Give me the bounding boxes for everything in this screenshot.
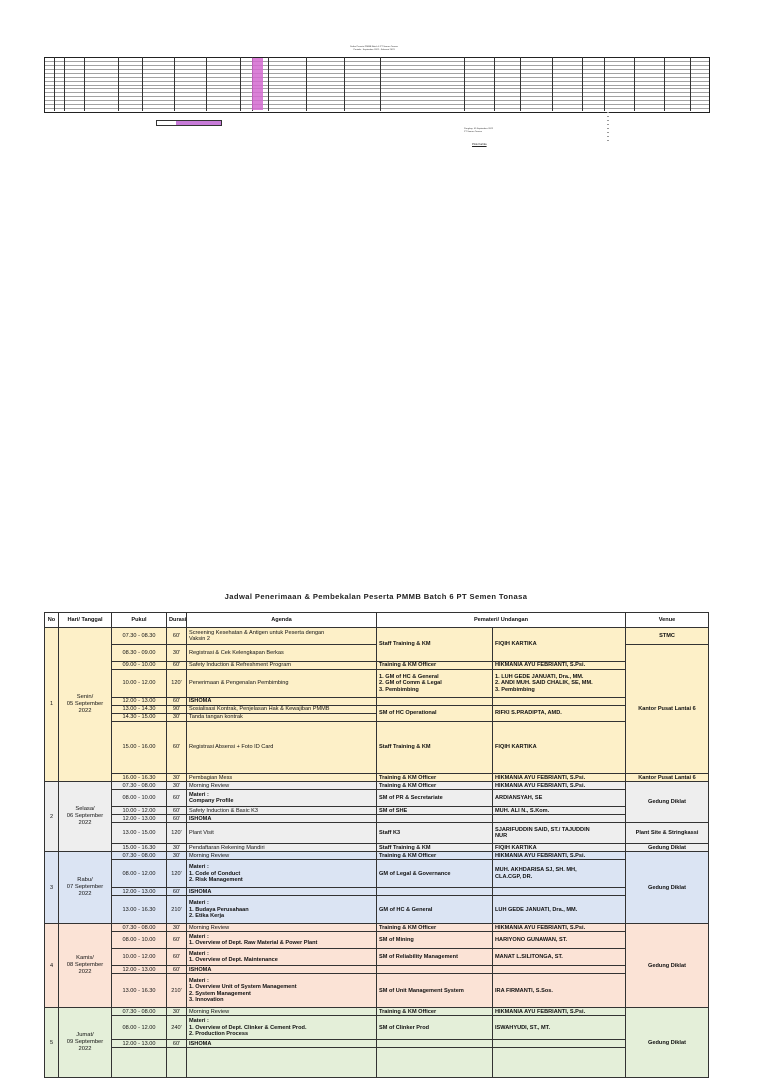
agenda-cell: Morning Review	[187, 782, 377, 790]
speaker-name-cell: FIQIH KARTIKA	[493, 628, 626, 662]
speaker-name-line: SJARIFUDDIN SAID, ST./ TAJUDDIN	[495, 826, 590, 833]
agenda-line: Materi :	[189, 900, 209, 907]
speaker-name-cell: ARDIANSYAH, SE	[493, 790, 626, 807]
duration-cell: 90'	[167, 706, 187, 714]
speaker-role-cell: Training & KM Officer	[377, 774, 493, 782]
speaker-role-cell	[377, 966, 493, 974]
day-number: 4	[45, 924, 59, 1008]
header-time: Pukul	[112, 613, 167, 628]
thumbnail-highlight-column	[252, 58, 263, 110]
time-cell: 07.30 - 08.00	[112, 1008, 167, 1016]
day-date-line: 06 September	[66, 813, 104, 820]
thumbnail-dotted-line	[607, 112, 609, 142]
speaker-role-line: 1. GM of HC & General	[379, 673, 439, 680]
speaker-role-cell: GM of Legal & Governance	[377, 860, 493, 888]
thumbnail-col-line	[54, 57, 55, 111]
agenda-cell: Morning Review	[187, 1008, 377, 1016]
duration-cell: 60'	[167, 698, 187, 706]
agenda-line: 3. Innovation	[189, 997, 224, 1004]
speaker-role-cell	[377, 670, 493, 698]
agenda-line: Materi :	[189, 1018, 209, 1025]
duration-cell: 30'	[167, 844, 187, 852]
thumbnail-col-line	[268, 57, 269, 111]
duration-cell: 120'	[167, 860, 187, 888]
duration-cell: 30'	[167, 924, 187, 932]
thumbnail-col-line	[634, 57, 635, 111]
speaker-role-cell: SM of PR & Secretariate	[377, 790, 493, 807]
header-day: Hari/ Tanggal	[59, 613, 112, 628]
duration-cell: 210'	[167, 974, 187, 1008]
speaker-role-cell: Staff Training & KM	[377, 844, 493, 852]
time-cell: 10.00 - 12.00	[112, 670, 167, 698]
agenda-line: 2. Etika Kerja	[189, 912, 225, 919]
time-cell: 12.00 - 13.00	[112, 888, 167, 896]
table-row	[45, 807, 709, 815]
table-row	[45, 852, 709, 860]
time-cell	[112, 1048, 167, 1078]
day-date-line: 05 September	[66, 701, 104, 708]
thumbnail-col-line	[552, 57, 553, 111]
speaker-name-cell: MANAT L.SILITONGA, ST.	[493, 949, 626, 966]
speaker-role-cell	[377, 1048, 493, 1078]
time-cell: 10.00 - 12.00	[112, 807, 167, 815]
speaker-role-cell: SM of Clinker Prod	[377, 1016, 493, 1040]
agenda-cell: Registrasi & Cek Kelengkapan Berkas	[187, 645, 377, 662]
schedule-title: Jadwal Penerimaan & Pembekalan Peserta PMMB Batch 6 PT Semen Tonasa	[224, 592, 528, 601]
day-date-line: Jumat/	[76, 1032, 94, 1039]
speaker-name-line: 3. Pembimbing	[495, 686, 535, 693]
time-cell: 13.00 - 16.30	[112, 974, 167, 1008]
venue-cell: Gedung Diklat	[626, 924, 709, 1008]
day-date-line: 09 September	[66, 1039, 104, 1046]
speaker-role-cell: SM of Mining	[377, 932, 493, 949]
agenda-cell: ISHOMA	[187, 698, 377, 706]
speaker-name-cell: MUH. ALI N., S.Kom.	[493, 807, 626, 815]
table-row	[45, 782, 709, 790]
speaker-name-cell: ISWAHYUDI, ST., MT.	[493, 1016, 626, 1040]
time-cell: 07.30 - 08.00	[112, 924, 167, 932]
day-date-line: 2022	[78, 969, 92, 976]
table-row	[45, 888, 709, 896]
speaker-role-cell: Staff Training & KM	[377, 722, 493, 774]
thumbnail-col-line	[142, 57, 143, 111]
table-row	[45, 706, 709, 714]
duration-cell: 60'	[167, 662, 187, 670]
table-row	[45, 774, 709, 782]
speaker-name-cell: HARIYONO GUNAWAN, ST.	[493, 932, 626, 949]
table-row	[45, 860, 709, 888]
table-row	[45, 844, 709, 852]
thumbnail-col-line	[582, 57, 583, 111]
time-cell: 07.30 - 08.00	[112, 782, 167, 790]
duration-cell: 60'	[167, 966, 187, 974]
agenda-cell	[187, 974, 377, 1008]
agenda-line: Materi :	[189, 864, 209, 871]
speaker-name-cell	[493, 1048, 626, 1078]
agenda-line: Screening Kesehatan & Antigen untuk Peserta dengan	[189, 629, 325, 636]
thumbnail-col-line	[494, 57, 495, 111]
duration-cell: 60'	[167, 628, 187, 645]
agenda-cell: ISHOMA	[187, 1040, 377, 1048]
thumbnail-note-line1: Pangkep, 05 September 2022	[464, 128, 494, 130]
speaker-name-line: MUH. AKHDARISA SJ, SH. MH,	[495, 867, 577, 874]
thumbnail-col-line	[664, 57, 665, 111]
day-date	[59, 852, 112, 924]
table-row	[45, 722, 709, 774]
speaker-role-cell: SM of SHE	[377, 807, 493, 815]
duration-cell: 60'	[167, 932, 187, 949]
time-cell: 12.00 - 13.00	[112, 815, 167, 823]
agenda-line: Vaksin 2	[189, 636, 211, 642]
speaker-name-cell: HIKMANIA AYU FEBRIANTI, S.Psi.	[493, 1008, 626, 1016]
agenda-line: 1. Overview of Dept. Maintenance	[189, 957, 278, 964]
speaker-name-cell: HIKMANIA AYU FEBRIANTI, S.Psi.	[493, 782, 626, 790]
speaker-role-cell: Training & KM Officer	[377, 924, 493, 932]
day-date-line: 07 September	[66, 884, 104, 891]
thumbnail-col-line	[84, 57, 85, 111]
thumbnail-col-line	[64, 57, 65, 111]
agenda-cell: Sosialisasi Kontrak, Penjelasan Hak & Kewajiban PMMB	[187, 706, 377, 714]
agenda-cell: Plant Visit	[187, 823, 377, 844]
agenda-cell: ISHOMA	[187, 966, 377, 974]
speaker-role-cell: Training & KM Officer	[377, 782, 493, 790]
speaker-role-cell	[377, 698, 493, 706]
speaker-name-cell: HIKMANIA AYU FEBRIANTI, S.Psi.	[493, 852, 626, 860]
time-cell: 07.30 - 08.00	[112, 852, 167, 860]
table-row	[45, 662, 709, 670]
agenda-cell: ISHOMA	[187, 815, 377, 823]
duration-cell: 60'	[167, 807, 187, 815]
agenda-line: 2. Production Process	[189, 1030, 249, 1037]
time-cell: 12.00 - 13.00	[112, 1040, 167, 1048]
table-row	[45, 628, 709, 645]
speaker-role-cell: SM of HC Operational	[377, 706, 493, 722]
table-row	[45, 790, 709, 807]
time-cell: 08.00 - 10.00	[112, 932, 167, 949]
day-date-line: 2022	[78, 708, 92, 715]
header-no: No	[45, 613, 59, 628]
day-number: 5	[45, 1008, 59, 1078]
venue-cell: Kantor Pusat Lantai 6	[626, 774, 709, 782]
duration-cell: 30'	[167, 852, 187, 860]
thumbnail-legend-bar	[156, 120, 222, 126]
time-cell: 16.00 - 16.30	[112, 774, 167, 782]
speaker-name-cell: FIQIH KARTIKA	[493, 722, 626, 774]
thumbnail-col-line	[306, 57, 307, 111]
table-row	[45, 823, 709, 844]
day-date-line: Kamis/	[76, 955, 94, 962]
thumbnail-col-line	[174, 57, 175, 111]
speaker-name-cell: HIKMANIA AYU FEBRIANTI, S.Psi.	[493, 662, 626, 670]
duration-cell: 120'	[167, 823, 187, 844]
speaker-name-cell: HIKMANIA AYU FEBRIANTI, S.Psi.	[493, 774, 626, 782]
agenda-line: Materi :	[189, 791, 209, 798]
agenda-line: Company Profile	[189, 798, 234, 805]
day-date-line: Rabu/	[77, 877, 93, 884]
speaker-name-cell	[493, 823, 626, 844]
agenda-cell	[187, 932, 377, 949]
agenda-cell: Tanda tangan kontrak	[187, 714, 377, 722]
speaker-role-line: 3. Pembimbing	[379, 686, 419, 693]
table-row	[45, 1048, 709, 1078]
speaker-role-cell: Training & KM Officer	[377, 852, 493, 860]
agenda-cell: Pembagian Mess	[187, 774, 377, 782]
duration-cell: 30'	[167, 645, 187, 662]
day-date	[59, 782, 112, 852]
duration-cell: 30'	[167, 782, 187, 790]
speaker-role-cell: Training & KM Officer	[377, 662, 493, 670]
agenda-line: 1. Overview Unit of System Management	[189, 984, 297, 991]
time-cell: 12.00 - 13.00	[112, 966, 167, 974]
thumbnail-col-line	[380, 57, 381, 111]
speaker-role-cell	[377, 1040, 493, 1048]
table-row	[45, 974, 709, 1008]
thumbnail-col-line	[604, 57, 605, 111]
speaker-role-cell: GM of HC & General	[377, 896, 493, 924]
time-cell: 12.00 - 13.00	[112, 698, 167, 706]
day-date	[59, 1008, 112, 1078]
time-cell: 07.30 - 08.30	[112, 628, 167, 645]
schedule-header-row	[45, 613, 709, 628]
agenda-cell: Safety Induction & Basic K3	[187, 807, 377, 815]
thumbnail-note	[464, 128, 493, 133]
speaker-name-cell	[493, 966, 626, 974]
table-row	[45, 924, 709, 932]
duration-cell: 60'	[167, 815, 187, 823]
duration-cell: 30'	[167, 774, 187, 782]
agenda-line: 1. Budaya Perusahaan	[189, 906, 249, 913]
agenda-line: Materi :	[189, 977, 209, 984]
day-date-line: 08 September	[66, 962, 104, 969]
day-date-line: 2022	[78, 891, 92, 898]
table-row	[45, 815, 709, 823]
time-cell: 14.30 - 15.00	[112, 714, 167, 722]
venue-cell: STMC	[626, 628, 709, 645]
thumbnail-col-line	[344, 57, 345, 111]
duration-cell: 120'	[167, 670, 187, 698]
agenda-line: 1. Overview of Dept. Raw Material & Power Plant	[189, 940, 318, 947]
time-cell: 10.00 - 12.00	[112, 949, 167, 966]
agenda-cell: Morning Review	[187, 852, 377, 860]
speaker-name-cell	[493, 888, 626, 896]
duration-cell: 60'	[167, 722, 187, 774]
agenda-line: Materi :	[189, 950, 209, 957]
time-cell: 15.00 - 16.00	[112, 722, 167, 774]
table-row	[45, 932, 709, 949]
agenda-cell	[187, 1016, 377, 1040]
day-date-line: 2022	[78, 1046, 92, 1053]
speaker-name-cell: IRA FIRMANTI, S.Sos.	[493, 974, 626, 1008]
time-cell: 08.00 - 12.00	[112, 860, 167, 888]
agenda-cell	[187, 860, 377, 888]
duration-cell: 30'	[167, 1008, 187, 1016]
venue-cell: Gedung Diklat	[626, 844, 709, 852]
speaker-role-cell: SM of Unit Management System	[377, 974, 493, 1008]
table-row	[45, 896, 709, 924]
day-date-line: 2022	[78, 820, 92, 827]
speaker-name-line: NUR	[495, 833, 508, 840]
thumbnail-title-line1: Daftar Peserta PMMB Batch 6 PT Semen Tonasa	[350, 46, 398, 48]
speaker-name-line: CLA.CGP, DR.	[495, 873, 533, 880]
agenda-line: 1. Overview of Dept. Clinker & Cement Prod.	[189, 1024, 307, 1031]
time-cell: 13.00 - 15.00	[112, 823, 167, 844]
duration-cell: 30'	[167, 714, 187, 722]
venue-cell: Gedung Diklat	[626, 782, 709, 823]
table-row	[45, 670, 709, 698]
thumbnail-title	[244, 46, 504, 52]
speaker-name-line: 1. LUH GEDE JANUATI, Dra., MM.	[495, 673, 584, 680]
agenda-cell	[187, 896, 377, 924]
thumbnail-col-line	[464, 57, 465, 111]
agenda-cell: Registrasi Absensi + Foto ID Card	[187, 722, 377, 774]
thumbnail-col-line	[520, 57, 521, 111]
thumbnail-signature-link[interactable]: Pitok Kartika	[472, 143, 487, 146]
header-agenda: Agenda	[187, 613, 377, 628]
agenda-cell: ISHOMA	[187, 888, 377, 896]
table-row	[45, 1008, 709, 1016]
speaker-role-cell: Staff Training & KM	[377, 628, 493, 662]
speaker-name-cell	[493, 1040, 626, 1048]
schedule-body	[45, 628, 709, 1078]
speaker-name-cell	[493, 860, 626, 888]
agenda-cell	[187, 790, 377, 807]
table-row	[45, 949, 709, 966]
day-date-line: Senin/	[76, 694, 94, 701]
duration-cell: 60'	[167, 1040, 187, 1048]
speaker-name-line: 2. ANDI MUH. SAID CHALIK, SE, MM.	[495, 680, 593, 687]
speaker-role-cell: Staff K3	[377, 823, 493, 844]
duration-cell: 60'	[167, 790, 187, 807]
thumbnail-col-line	[206, 57, 207, 111]
table-row	[45, 698, 709, 706]
agenda-line: Materi :	[189, 933, 209, 940]
thumbnail-col-line	[690, 57, 691, 111]
speaker-name-cell: RIFKI S.PRADIPTA, AMD.	[493, 706, 626, 722]
agenda-line: 1. Code of Conduct	[189, 870, 241, 877]
speaker-role-cell: SM of Reliability Management	[377, 949, 493, 966]
time-cell: 15.00 - 16.30	[112, 844, 167, 852]
thumbnail-col-line	[118, 57, 119, 111]
agenda-cell	[187, 949, 377, 966]
time-cell: 13.00 - 14.30	[112, 706, 167, 714]
agenda-line: 2. System Management	[189, 990, 251, 997]
speaker-role-cell	[377, 888, 493, 896]
agenda-cell	[187, 1048, 377, 1078]
day-date	[59, 628, 112, 782]
agenda-line: 2. Risk Management	[189, 876, 243, 883]
time-cell: 08.30 - 09.00	[112, 645, 167, 662]
duration-cell: 60'	[167, 888, 187, 896]
agenda-cell: Morning Review	[187, 924, 377, 932]
speaker-name-cell	[493, 815, 626, 823]
agenda-cell: Pendaftaran Rekening Mandiri	[187, 844, 377, 852]
time-cell: 13.00 - 16.30	[112, 896, 167, 924]
time-cell: 09.00 - 10.00	[112, 662, 167, 670]
agenda-cell: Penerimaan & Pengenalan Pembimbing	[187, 670, 377, 698]
speaker-name-cell: FIQIH KARTIKA	[493, 844, 626, 852]
header-venue: Venue	[626, 613, 709, 628]
venue-cell: Gedung Diklat	[626, 1008, 709, 1078]
day-number: 2	[45, 782, 59, 852]
schedule-table	[44, 612, 709, 1078]
speaker-name-cell: HIKMANIA AYU FEBRIANTI, S.Psi.	[493, 924, 626, 932]
speaker-name-cell: LUH GEDE JANUATI, Dra., MM.	[493, 896, 626, 924]
venue-cell: Kantor Pusat Lantai 6	[626, 645, 709, 774]
thumbnail-table	[44, 57, 710, 113]
agenda-cell: Safety Induction & Refreshment Program	[187, 662, 377, 670]
speaker-role-line: 2. GM of Comm & Legal	[379, 680, 442, 687]
speaker-role-cell: Training & KM Officer	[377, 1008, 493, 1016]
thumbnail-col-line	[240, 57, 241, 111]
duration-cell: 210'	[167, 896, 187, 924]
day-date-line: Selasa/	[75, 806, 95, 813]
time-cell: 08.00 - 10.00	[112, 790, 167, 807]
speaker-name-cell	[493, 698, 626, 706]
time-cell: 08.00 - 12.00	[112, 1016, 167, 1040]
table-row	[45, 1016, 709, 1040]
speaker-role-cell	[377, 815, 493, 823]
day-number: 1	[45, 628, 59, 782]
table-row	[45, 966, 709, 974]
day-date	[59, 924, 112, 1008]
thumbnail-note-line2: PT Semen Tonasa	[464, 130, 482, 133]
header-speaker: Pemateri/ Undangan	[377, 613, 626, 628]
header-duration: Durasi	[167, 613, 187, 628]
speaker-name-cell	[493, 670, 626, 698]
duration-cell	[167, 1048, 187, 1078]
day-number: 3	[45, 852, 59, 924]
thumbnail-title-line2: Periode : September 2022 - Februari 2023	[353, 49, 395, 51]
table-row	[45, 1040, 709, 1048]
venue-cell: Gedung Diklat	[626, 852, 709, 924]
duration-cell: 240'	[167, 1016, 187, 1040]
agenda-cell	[187, 628, 377, 645]
venue-cell: Plant Site & Stringkassi	[626, 823, 709, 844]
duration-cell: 60'	[167, 949, 187, 966]
